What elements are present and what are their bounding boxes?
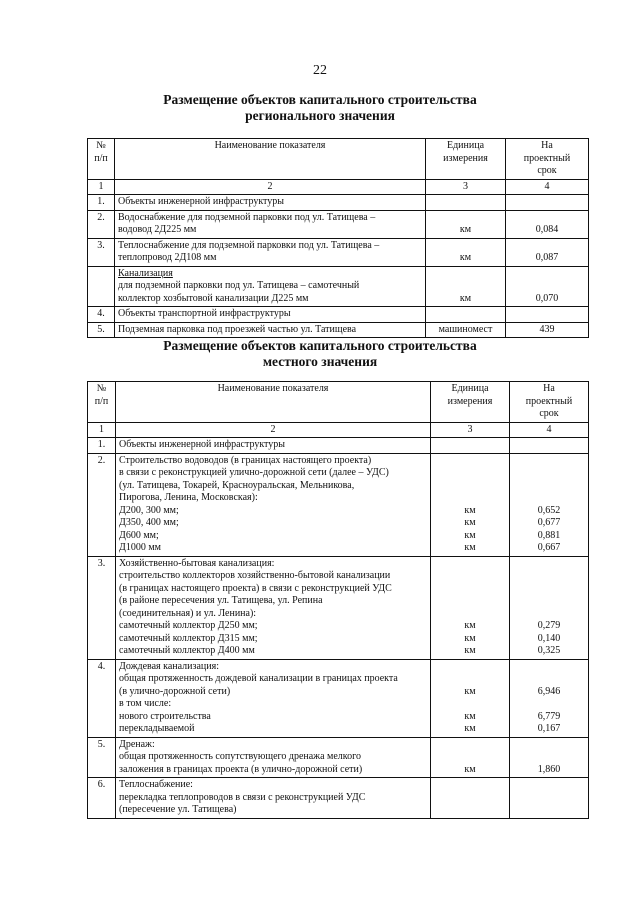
value-text xyxy=(513,570,585,583)
row-unit xyxy=(426,195,506,211)
col-number: 4 xyxy=(510,422,589,438)
row-value xyxy=(510,737,589,778)
value-text: 0,279 xyxy=(537,620,561,631)
row-unit xyxy=(431,438,510,454)
value-text xyxy=(513,673,585,686)
value-text: 0,084 xyxy=(535,224,559,235)
row-number: 4. xyxy=(88,659,116,737)
row-unit xyxy=(426,238,506,266)
spacer xyxy=(429,280,502,293)
row-name-line: (пересечение ул. Татищева) xyxy=(119,804,237,815)
header-unit: Единица измерения xyxy=(426,139,506,180)
table-row xyxy=(88,453,589,556)
row-name-line: (в улично-дорожной сети) xyxy=(119,685,231,697)
spacer xyxy=(509,212,585,225)
value-text: 0,652 xyxy=(537,504,561,516)
unit-text xyxy=(434,583,506,596)
row-name-line: Хозяйственно-бытовая канализация: xyxy=(119,557,275,569)
unit-text: км xyxy=(464,710,476,722)
row-number: 1. xyxy=(88,195,115,211)
row-name-line: (соединительная) и ул. Ленина): xyxy=(119,607,257,619)
row-name-line: Теплоснабжение: xyxy=(119,779,193,790)
row-unit xyxy=(431,737,510,778)
header-name: Наименование показателя xyxy=(115,139,426,180)
value-text: 0,087 xyxy=(535,252,559,263)
row-value xyxy=(506,322,589,338)
unit-text xyxy=(434,558,506,571)
row-name-line: в том числе: xyxy=(119,698,172,709)
local-column-numbers-row xyxy=(88,422,589,438)
row-value xyxy=(510,659,589,737)
regional-column-numbers-row xyxy=(88,179,589,195)
row-name-line: (в границах настоящего проекта) в связи с реконструкцией УДС xyxy=(119,582,392,594)
unit-text xyxy=(434,467,506,480)
regional-title-line-1: Размещение объектов капитального строительства xyxy=(163,92,477,107)
value-text: 6,946 xyxy=(537,685,561,697)
row-unit xyxy=(431,556,510,659)
unit-text xyxy=(434,779,506,792)
row-number: 5. xyxy=(88,322,115,338)
row-name-line: заложения в границах проекта (в улично-дорожной сети) xyxy=(119,763,363,775)
unit-text: км xyxy=(464,517,476,528)
spacer xyxy=(429,212,502,225)
spacer xyxy=(509,240,585,253)
unit-text xyxy=(434,673,506,686)
header-unit: Единица измерения xyxy=(431,382,510,423)
page-number: 22 xyxy=(313,63,327,78)
row-name xyxy=(115,307,426,323)
value-text: 0,167 xyxy=(537,723,561,734)
value-text xyxy=(513,467,585,480)
value-text xyxy=(513,804,585,817)
unit-text: км xyxy=(464,504,476,516)
unit-text xyxy=(429,308,502,321)
row-name-line: самотечный коллектор Д250 мм; xyxy=(119,620,258,631)
value-text: 0,667 xyxy=(537,542,561,553)
unit-text: км xyxy=(464,529,476,541)
row-name-line: строительство коллекторов хозяйственно-бытовой канализации xyxy=(119,570,391,581)
row-name-line: перекладка теплопроводов в связи с реконструкцией УДС xyxy=(119,791,366,803)
row-value xyxy=(510,438,589,454)
row-name-line: Дренаж: xyxy=(119,738,155,750)
row-value xyxy=(506,307,589,323)
header-name: Наименование показателя xyxy=(116,382,431,423)
row-name-line: Д600 мм; xyxy=(119,529,159,541)
unit-text xyxy=(434,570,506,583)
row-name-line: Объекты инженерной инфраструктуры xyxy=(118,196,285,207)
local-header-row xyxy=(88,382,589,423)
value-text xyxy=(513,492,585,505)
value-text xyxy=(513,698,585,711)
row-name-line: водовод 2Д225 мм xyxy=(118,224,197,235)
row-name-line: нового строительства xyxy=(119,710,211,722)
row-name-line: Водоснабжение для подземной парковки под ул. Татищева – xyxy=(118,211,376,223)
header-term: На проектный срок xyxy=(506,139,589,180)
row-name-line: в связи с реконструкцией улично-дорожной сети (далее – УДС) xyxy=(119,467,389,478)
row-name-line: общая протяженность сопутствующего дренажа мелкого xyxy=(119,751,361,762)
row-value xyxy=(506,195,589,211)
row-unit xyxy=(431,453,510,556)
row-unit xyxy=(426,322,506,338)
row-value xyxy=(506,210,589,238)
row-name-line: Канализация xyxy=(118,267,173,279)
row-name-line: теплопровод 2Д108 мм xyxy=(118,252,217,263)
value-text xyxy=(513,480,585,493)
row-name-line: Подземная парковка под проезжей частью ул. Татищева xyxy=(118,323,357,335)
unit-text: км xyxy=(464,685,476,697)
value-text: 0,070 xyxy=(535,292,559,304)
unit-text xyxy=(429,196,502,209)
row-name-line: Дождевая канализация: xyxy=(119,660,219,672)
unit-text: машиномест xyxy=(438,323,493,335)
table-row xyxy=(88,556,589,659)
row-name xyxy=(115,238,426,266)
row-name xyxy=(115,195,426,211)
local-title xyxy=(0,338,640,370)
row-name-line: (в районе пересечения ул. Татищева, ул. Репина xyxy=(119,595,323,606)
col-number: 2 xyxy=(115,179,426,195)
header-num: № п/п xyxy=(88,382,116,423)
row-value xyxy=(510,778,589,819)
unit-text xyxy=(434,792,506,805)
row-number: 2. xyxy=(88,210,115,238)
header-num: № п/п xyxy=(88,139,115,180)
value-text xyxy=(509,308,585,321)
unit-text xyxy=(434,751,506,764)
row-name xyxy=(116,737,431,778)
unit-text xyxy=(434,608,506,621)
col-number: 2 xyxy=(116,422,431,438)
row-unit xyxy=(431,659,510,737)
value-text xyxy=(513,455,585,468)
row-name xyxy=(116,556,431,659)
unit-text: км xyxy=(464,723,476,734)
row-number: 5. xyxy=(88,737,116,778)
value-text: 6,779 xyxy=(537,710,561,722)
local-title-line-2: местного значения xyxy=(262,354,378,369)
row-name-line: Теплоснабжение для подземной парковки под ул. Татищева – xyxy=(118,239,380,251)
table-row xyxy=(88,210,589,238)
spacer xyxy=(509,268,585,281)
row-number: 2. xyxy=(88,453,116,556)
col-number: 1 xyxy=(88,179,115,195)
table-row xyxy=(88,322,589,338)
row-value xyxy=(506,238,589,266)
row-unit xyxy=(431,778,510,819)
row-number: 1. xyxy=(88,438,116,454)
unit-text xyxy=(434,739,506,752)
table-row xyxy=(88,195,589,211)
row-name-line: Д350, 400 мм; xyxy=(119,517,179,528)
regional-header-row xyxy=(88,139,589,180)
value-text: 0,881 xyxy=(537,529,561,541)
row-name xyxy=(116,778,431,819)
spacer xyxy=(429,268,502,281)
col-number: 4 xyxy=(506,179,589,195)
row-name-line: коллектор хозбытовой канализации Д225 мм xyxy=(118,292,309,304)
row-name-line: самотечный коллектор Д400 мм xyxy=(119,645,255,656)
row-number: 3. xyxy=(88,238,115,266)
spacer xyxy=(509,280,585,293)
col-number: 3 xyxy=(426,179,506,195)
unit-text xyxy=(434,439,506,452)
row-name-line: Объекты инженерной инфраструктуры xyxy=(119,439,286,450)
row-name xyxy=(116,438,431,454)
spacer xyxy=(429,240,502,253)
row-name-line: (ул. Татищева, Токарей, Красноуральская, Мельникова, xyxy=(119,479,355,491)
regional-title xyxy=(0,92,640,124)
row-name-line: для подземной парковки под ул. Татищева – самотечный xyxy=(118,280,360,291)
table-row xyxy=(88,238,589,266)
value-text: 0,325 xyxy=(537,645,561,656)
value-text xyxy=(513,608,585,621)
row-name-line: общая протяженность дождевой канализации в границах проекта xyxy=(119,673,398,684)
row-name-line: Пирогова, Ленина, Московская): xyxy=(119,492,258,503)
unit-text: км xyxy=(464,645,476,656)
unit-text: км xyxy=(464,632,476,644)
value-text xyxy=(513,661,585,674)
unit-text: км xyxy=(464,542,476,553)
row-name xyxy=(115,266,426,307)
row-unit xyxy=(426,210,506,238)
value-text xyxy=(513,595,585,608)
row-name-line: самотечный коллектор Д315 мм; xyxy=(119,632,258,644)
header-term: На проектный срок xyxy=(510,382,589,423)
value-text: 0,677 xyxy=(537,517,561,528)
table-row xyxy=(88,778,589,819)
row-name xyxy=(116,453,431,556)
table-row xyxy=(88,307,589,323)
table-row xyxy=(88,438,589,454)
unit-text: км xyxy=(464,763,476,775)
col-number: 3 xyxy=(431,422,510,438)
local-title-line-1: Размещение объектов капитального строительства xyxy=(163,338,477,353)
table-row xyxy=(88,737,589,778)
unit-text: км xyxy=(464,620,476,631)
unit-text: км xyxy=(459,252,472,263)
row-unit xyxy=(426,307,506,323)
unit-text: км xyxy=(459,292,472,304)
row-name xyxy=(115,210,426,238)
value-text xyxy=(513,779,585,792)
table-row xyxy=(88,659,589,737)
local-body xyxy=(88,438,589,819)
value-text xyxy=(513,558,585,571)
row-name-line: перекладываемой xyxy=(119,723,195,734)
value-text xyxy=(509,196,585,209)
row-name-line: Д1000 мм xyxy=(119,542,161,553)
row-name xyxy=(115,322,426,338)
value-text xyxy=(513,792,585,805)
row-value xyxy=(510,556,589,659)
unit-text xyxy=(434,492,506,505)
row-number: 6. xyxy=(88,778,116,819)
regional-body xyxy=(88,195,589,338)
value-text xyxy=(513,751,585,764)
value-text xyxy=(513,583,585,596)
unit-text xyxy=(434,804,506,817)
regional-title-line-2: регионального значения xyxy=(245,108,395,123)
row-value xyxy=(510,453,589,556)
unit-text xyxy=(434,455,506,468)
unit-text xyxy=(434,595,506,608)
value-text: 439 xyxy=(539,323,555,335)
row-number: 4. xyxy=(88,307,115,323)
unit-text xyxy=(434,698,506,711)
col-number: 1 xyxy=(88,422,116,438)
row-value xyxy=(506,266,589,307)
unit-text xyxy=(434,480,506,493)
local-table xyxy=(87,381,589,819)
value-text: 1,860 xyxy=(537,763,561,775)
row-name xyxy=(116,659,431,737)
regional-table xyxy=(87,138,589,338)
value-text xyxy=(513,739,585,752)
unit-text: км xyxy=(459,224,472,235)
row-name-line: Строительство водоводов (в границах настоящего проекта) xyxy=(119,454,372,466)
row-name-line: Объекты транспортной инфраструктуры xyxy=(118,308,291,319)
table-row xyxy=(88,266,589,307)
row-unit xyxy=(426,266,506,307)
value-text: 0,140 xyxy=(537,632,561,644)
row-name-line: Д200, 300 мм; xyxy=(119,504,179,516)
row-number: 3. xyxy=(88,556,116,659)
value-text xyxy=(513,439,585,452)
row-number xyxy=(88,266,115,307)
unit-text xyxy=(434,661,506,674)
